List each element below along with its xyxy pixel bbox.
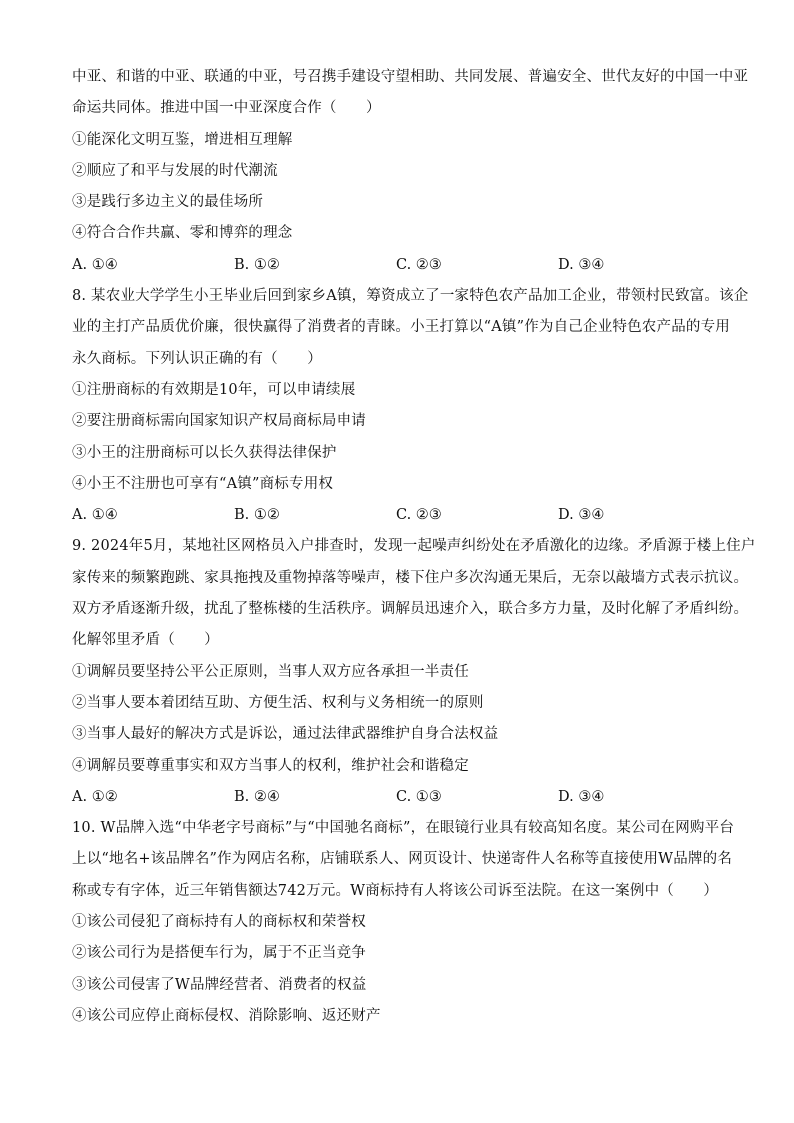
- statement-2: ②顺应了和平与发展的时代潮流: [72, 162, 278, 179]
- statement-3: ③小王的注册商标可以长久获得法律保护: [72, 444, 337, 461]
- statement-2: ②该公司行为是搭便车行为，属于不正当竞争: [72, 945, 366, 962]
- option-d: D. ③④: [558, 507, 605, 524]
- statement-1: ①调解员要坚持公平公正原则，当事人双方应各承担一半责任: [72, 663, 469, 680]
- question-stem-line: 10. W品牌入选“中华老字号商标”与“中国驰名商标”，在眼镜行业具有较高知名度。某公司在网购平台: [72, 820, 735, 837]
- statement-1: ①该公司侵犯了商标持有人的商标权和荣誉权: [72, 914, 366, 931]
- question-stem-line: 业的主打产品质优价廉，很快赢得了消费者的青睐。小王打算以“A镇”作为自己企业特色农产品的专用: [72, 319, 730, 336]
- question-stem-line: 上以“地名+该品牌名”作为网店名称，店铺联系人、网页设计、快递寄件人名称等直接使用W品牌的名: [72, 851, 733, 868]
- answer-options: [72, 500, 722, 531]
- option-c: C. ①③: [396, 788, 442, 805]
- question-stem-line: 9. 2024年5月，某地社区网格员入户排查时，发现一起噪声纠纷处在矛盾激化的边缘。矛盾源于楼上住户: [72, 538, 756, 555]
- question-10: [72, 813, 735, 1032]
- answer-options: [72, 250, 722, 281]
- option-d: D. ③④: [558, 788, 605, 805]
- question-stem-line: 中亚、和谐的中亚、联通的中亚，号召携手建设守望相助、共同发展、普遍安全、世代友好的中国一中亚: [72, 69, 749, 85]
- question-7: [72, 62, 749, 281]
- option-a: A. ①④: [72, 507, 118, 524]
- question-stem-line: 化解邻里矛盾（ ）: [72, 632, 219, 649]
- question-8: [72, 281, 749, 531]
- statement-2: ②要注册商标需向国家知识产权局商标局申请: [72, 413, 366, 430]
- option-c: C. ②③: [396, 256, 442, 273]
- question-stem-line: 双方矛盾逐渐升级，扰乱了整栋楼的生活秩序。调解员迅速介入，联合多方力量，及时化解了矛盾纠纷。: [72, 601, 749, 618]
- question-stem-line: 家传来的频繁跑跳、家具拖拽及重物掉落等噪声，楼下住户多次沟通无果后，无奈以敲墙方式表示抗议。: [72, 569, 749, 586]
- answer-options: [72, 782, 722, 813]
- statement-2: ②当事人要本着团结互助、方便生活、权利与义务相统一的原则: [72, 694, 484, 711]
- option-a: A. ①②: [72, 788, 118, 805]
- option-a: A. ①④: [72, 256, 118, 273]
- question-9: [72, 531, 756, 813]
- question-stem-line: 命运共同体。推进中国一中亚深度合作（ ）: [72, 100, 381, 117]
- statement-4: ④符合合作共赢、零和博弈的理念: [72, 225, 293, 242]
- question-stem-line: 称或专有字体，近三年销售额达742万元。W商标持有人将该公司诉至法院。在这一案例中（ ）: [72, 882, 719, 899]
- statement-4: ④小王不注册也可享有“A镇”商标专用权: [72, 475, 334, 492]
- question-stem-line: 永久商标。下列认识正确的有（ ）: [72, 350, 322, 367]
- option-b: B. ②④: [234, 788, 280, 805]
- option-c: C. ②③: [396, 507, 442, 524]
- option-d: D. ③④: [558, 256, 605, 273]
- exam-page: [72, 62, 756, 1032]
- statement-4: ④该公司应停止商标侵权、消除影响、返还财产: [72, 1007, 381, 1024]
- statement-1: ①能深化文明互鉴，增进相互理解: [72, 131, 293, 148]
- statement-1: ①注册商标的有效期是10年，可以申请续展: [72, 381, 356, 398]
- statement-3: ③当事人最好的解决方式是诉讼，通过法律武器维护自身合法权益: [72, 726, 499, 743]
- statement-3: ③该公司侵害了W品牌经营者、消费者的权益: [72, 976, 367, 993]
- option-b: B. ①②: [234, 507, 280, 524]
- option-b: B. ①②: [234, 256, 280, 273]
- statement-3: ③是践行多边主义的最佳场所: [72, 194, 264, 211]
- question-stem-line: 8. 某农业大学学生小王毕业后回到家乡A镇，筹资成立了一家特色农产品加工企业，带领村民致富。该企: [72, 288, 749, 305]
- statement-4: ④调解员要尊重事实和双方当事人的权利，维护社会和谐稳定: [72, 757, 469, 774]
